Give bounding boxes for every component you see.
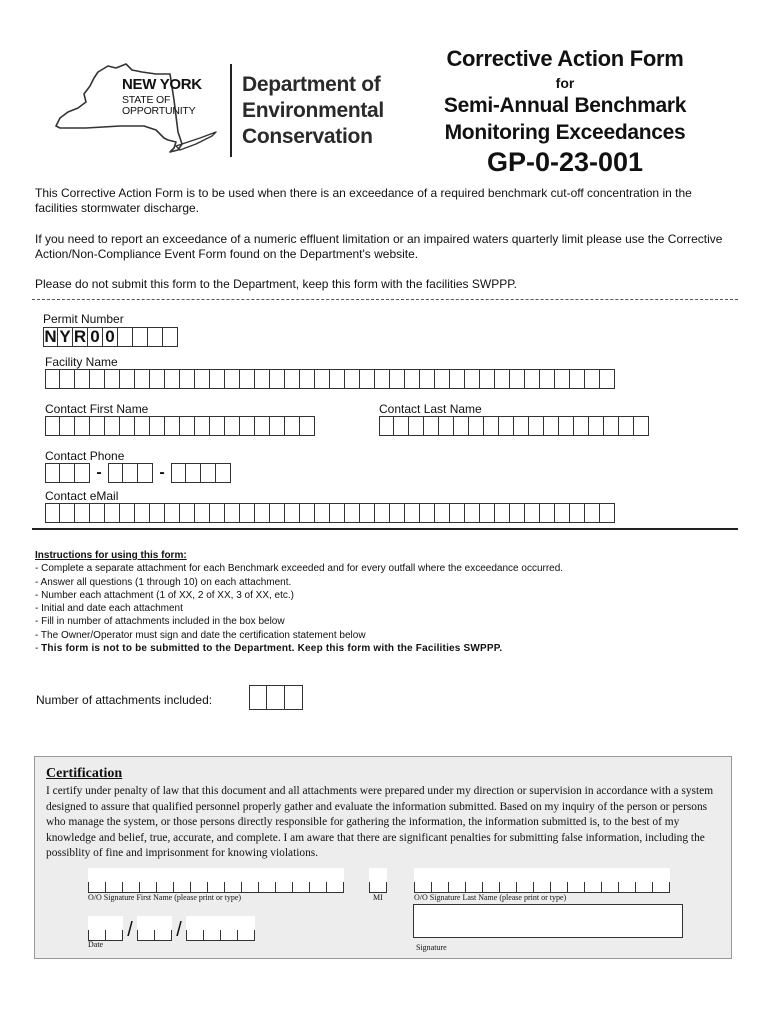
char-tick	[618, 882, 635, 892]
phone-line-number[interactable]	[171, 463, 231, 483]
char-box[interactable]	[180, 416, 195, 436]
char-box[interactable]	[135, 503, 150, 523]
char-box[interactable]	[439, 416, 454, 436]
permit-char: R	[73, 327, 87, 346]
char-tick	[88, 882, 105, 892]
char-box[interactable]	[405, 503, 420, 523]
char-box[interactable]	[180, 369, 195, 389]
signature-date-label: Date	[88, 940, 104, 949]
char-box[interactable]	[150, 369, 165, 389]
char-box[interactable]	[529, 416, 544, 436]
char-tick	[241, 882, 258, 892]
char-box[interactable]	[255, 416, 270, 436]
char-box[interactable]	[450, 503, 465, 523]
char-box[interactable]	[60, 503, 75, 523]
instructions-title: Instructions for using this form:	[35, 550, 187, 561]
ny-logo-subtitle: STATE OF OPPORTUNITY	[122, 94, 196, 117]
char-tick	[105, 930, 122, 940]
char-box[interactable]	[559, 416, 574, 436]
char-tick	[258, 882, 275, 892]
date-day[interactable]	[137, 916, 172, 941]
char-box[interactable]	[210, 503, 225, 523]
char-box[interactable]	[120, 369, 135, 389]
instruction-item: - Complete a separate attachment for each Benchmark exceeded and for every outfall where the exceedance occurred.	[35, 563, 564, 575]
char-tick	[88, 930, 105, 940]
char-box[interactable]	[225, 416, 240, 436]
char-box[interactable]	[570, 503, 585, 523]
char-box[interactable]	[180, 503, 195, 523]
permit-box[interactable]	[118, 327, 133, 347]
char-box[interactable]	[555, 503, 570, 523]
ny-logo-title: NEW YORK	[122, 76, 202, 93]
phone-separator: -	[96, 464, 102, 481]
char-box[interactable]	[60, 463, 75, 483]
char-box[interactable]	[525, 503, 540, 523]
char-box[interactable]	[45, 463, 60, 483]
char-box[interactable]	[225, 503, 240, 523]
char-box[interactable]	[589, 416, 604, 436]
char-tick	[105, 882, 122, 892]
contact-phone-label: Contact Phone	[45, 449, 125, 463]
instructions	[35, 549, 735, 655]
char-box[interactable]	[90, 416, 105, 436]
char-box[interactable]	[240, 369, 255, 389]
char-box[interactable]	[240, 416, 255, 436]
char-box[interactable]	[394, 416, 409, 436]
facility-name-field[interactable]	[45, 369, 615, 389]
form-title-for: for	[555, 75, 575, 91]
char-box[interactable]	[195, 369, 210, 389]
char-box[interactable]	[300, 369, 315, 389]
form-subtitle: Semi-Annual Benchmark Monitoring Exceedances	[443, 94, 687, 144]
char-tick	[448, 882, 465, 892]
char-box[interactable]	[123, 463, 138, 483]
char-tick	[154, 930, 171, 940]
char-box[interactable]	[540, 369, 555, 389]
char-box[interactable]	[240, 503, 255, 523]
char-tick	[156, 882, 173, 892]
char-box[interactable]	[270, 369, 285, 389]
char-tick	[254, 930, 255, 940]
contact-first-name-field[interactable]	[45, 416, 315, 436]
char-box[interactable]	[375, 369, 390, 389]
char-box[interactable]	[75, 416, 90, 436]
char-box[interactable]	[171, 463, 186, 483]
char-box[interactable]	[105, 416, 120, 436]
char-box[interactable]	[201, 463, 216, 483]
char-tick	[584, 882, 601, 892]
char-tick	[137, 930, 154, 940]
char-box[interactable]	[165, 369, 180, 389]
signature-mi-label: MI	[373, 893, 383, 902]
char-box[interactable]	[135, 369, 150, 389]
char-box[interactable]	[405, 369, 420, 389]
char-box[interactable]	[510, 503, 525, 523]
char-box[interactable]	[216, 463, 231, 483]
char-box[interactable]	[360, 369, 375, 389]
char-tick	[275, 882, 292, 892]
char-box[interactable]	[420, 369, 435, 389]
char-box[interactable]	[225, 369, 240, 389]
char-box[interactable]	[150, 416, 165, 436]
date-year[interactable]	[186, 916, 255, 941]
intro-paragraph-1: This Corrective Action Form is to be used when there is an exceedance of a required benchmark cut-off concentration in the facilities stormwater discharge.	[35, 186, 692, 215]
char-box[interactable]	[195, 503, 210, 523]
char-box[interactable]	[210, 369, 225, 389]
char-box[interactable]	[604, 416, 619, 436]
char-box[interactable]	[330, 503, 345, 523]
certification-statement: I certify under penalty of law that this document and all attachments were prepared under my direction or supervision in accordance with a system designed to assure that qualified personnel properly gather and evaluate the information submitted. Based on my inquiry of the person or persons who manage the system, or those persons directly responsible for gathering the information, the information submitted is, to the best of my knowledge and belief, true, accurate, and complete. I am aware that there are significant penalties for submitting false information, including the possiblity of fine and imprisonment for knowing violations.	[46, 785, 714, 860]
signature-mi-field[interactable]	[369, 868, 387, 893]
permit-box[interactable]	[163, 327, 178, 347]
char-box[interactable]	[270, 503, 285, 523]
char-box[interactable]	[409, 416, 424, 436]
char-box[interactable]	[465, 369, 480, 389]
char-box[interactable]	[300, 503, 315, 523]
char-box[interactable]	[186, 463, 201, 483]
char-box[interactable]	[585, 369, 600, 389]
signature-first-name-field[interactable]	[88, 868, 344, 893]
phone-area-code[interactable]	[45, 463, 90, 483]
char-box[interactable]	[105, 503, 120, 523]
char-box[interactable]	[345, 503, 360, 523]
char-tick	[343, 882, 344, 892]
instruction-item: - Answer all questions (1 through 10) on each attachment.	[35, 576, 292, 588]
char-tick	[309, 882, 326, 892]
char-box[interactable]	[454, 416, 469, 436]
logo-divider	[230, 64, 232, 157]
char-tick	[567, 882, 584, 892]
char-box[interactable]	[330, 369, 345, 389]
char-box[interactable]	[45, 416, 60, 436]
char-tick	[173, 882, 190, 892]
char-tick	[369, 882, 386, 892]
char-box[interactable]	[210, 416, 225, 436]
char-box[interactable]	[499, 416, 514, 436]
char-box[interactable]	[435, 369, 450, 389]
instruction-item: - The Owner/Operator must sign and date the certification statement below	[35, 629, 366, 641]
char-tick	[203, 930, 220, 940]
char-tick	[414, 882, 431, 892]
char-box[interactable]	[315, 369, 330, 389]
char-tick	[186, 930, 203, 940]
char-box[interactable]	[285, 416, 300, 436]
signature-last-name-label: O/O Signature Last Name (please print or type)	[414, 893, 567, 902]
char-box[interactable]	[514, 416, 529, 436]
char-box[interactable]	[360, 503, 375, 523]
char-box[interactable]	[600, 503, 615, 523]
char-box[interactable]	[267, 685, 285, 710]
char-box[interactable]	[424, 416, 439, 436]
form-title: Corrective Action Form	[446, 46, 684, 71]
char-box[interactable]	[255, 369, 270, 389]
char-box[interactable]	[90, 503, 105, 523]
char-box[interactable]	[540, 503, 555, 523]
char-box[interactable]	[619, 416, 634, 436]
char-box[interactable]	[469, 416, 484, 436]
contact-last-name-field[interactable]	[379, 416, 649, 436]
intro-paragraph-3: Please do not submit this form to the Department, keep this form with the facilities SWPPP.	[35, 277, 517, 291]
permit-char: Y	[58, 327, 73, 347]
char-box[interactable]	[544, 416, 559, 436]
instruction-item: - Fill in number of attachments included in the box below	[35, 616, 285, 628]
char-tick	[190, 882, 207, 892]
char-tick	[465, 882, 482, 892]
char-box[interactable]	[138, 463, 153, 483]
char-tick	[499, 882, 516, 892]
instruction-item-final: - This form is not to be submitted to the Department. Keep this form with the Facilities SWPPP.	[35, 643, 503, 655]
char-tick	[516, 882, 533, 892]
section-divider	[32, 299, 738, 300]
char-box[interactable]	[255, 503, 270, 523]
char-box[interactable]	[300, 416, 315, 436]
char-tick	[652, 882, 669, 892]
char-tick	[139, 882, 156, 892]
dec-logo-name: Department of Environmental Conservation	[242, 73, 384, 148]
char-box[interactable]	[285, 685, 303, 710]
certification-title: Certification	[46, 766, 123, 781]
char-box[interactable]	[435, 503, 450, 523]
char-box[interactable]	[574, 416, 589, 436]
instruction-item: - Initial and date each attachment	[35, 603, 183, 615]
phone-prefix[interactable]	[108, 463, 153, 483]
char-box[interactable]	[555, 369, 570, 389]
char-box[interactable]	[465, 503, 480, 523]
char-tick	[224, 882, 241, 892]
char-box[interactable]	[484, 416, 499, 436]
permit-code: GP-0-23-001	[486, 147, 644, 177]
permit-number-label: Permit Number	[43, 312, 124, 326]
char-box[interactable]	[285, 503, 300, 523]
char-box[interactable]	[165, 503, 180, 523]
char-tick	[326, 882, 343, 892]
char-box[interactable]	[108, 463, 123, 483]
char-box[interactable]	[105, 369, 120, 389]
char-box[interactable]	[120, 416, 135, 436]
char-box[interactable]	[249, 685, 267, 710]
attachments-count-field[interactable]	[249, 685, 303, 710]
date-month[interactable]	[88, 916, 123, 941]
contact-email-field[interactable]	[45, 503, 615, 523]
char-box[interactable]	[315, 503, 330, 523]
char-tick	[292, 882, 309, 892]
char-box[interactable]	[195, 416, 210, 436]
signature-last-name-field[interactable]	[414, 868, 670, 893]
char-box[interactable]	[120, 503, 135, 523]
char-box[interactable]	[450, 369, 465, 389]
contact-email-label: Contact eMail	[45, 489, 119, 503]
char-tick	[635, 882, 652, 892]
date-separator: /	[176, 919, 182, 941]
signature-label: Signature	[416, 943, 447, 952]
char-tick	[237, 930, 254, 940]
char-box[interactable]	[345, 369, 360, 389]
char-box[interactable]	[379, 416, 394, 436]
char-box[interactable]	[585, 503, 600, 523]
signature-box[interactable]	[413, 904, 683, 938]
char-box[interactable]	[60, 369, 75, 389]
char-box[interactable]	[510, 369, 525, 389]
char-box[interactable]	[45, 503, 60, 523]
permit-number-field[interactable]	[43, 327, 178, 347]
signature-first-name-label: O/O Signature First Name (please print or type)	[88, 893, 242, 902]
permit-char: 0	[88, 327, 103, 347]
char-tick	[550, 882, 567, 892]
char-box[interactable]	[390, 503, 405, 523]
char-tick	[207, 882, 224, 892]
contact-phone-field[interactable]	[45, 463, 231, 483]
permit-char: N	[44, 327, 57, 346]
char-box[interactable]	[75, 503, 90, 523]
char-tick	[482, 882, 499, 892]
permit-char: 0	[103, 327, 118, 347]
char-box[interactable]	[135, 416, 150, 436]
char-box[interactable]	[270, 416, 285, 436]
attachments-label: Number of attachments included:	[36, 693, 213, 707]
intro-paragraph-2: If you need to report an exceedance of a numeric effluent limitation or an impaired waters quarterly limit please use the Corrective Action/Non-Compliance Event Form found on the Department's website.	[35, 232, 723, 261]
char-box[interactable]	[525, 369, 540, 389]
char-box[interactable]	[495, 503, 510, 523]
char-box[interactable]	[90, 369, 105, 389]
permit-box[interactable]	[148, 327, 163, 347]
char-tick	[431, 882, 448, 892]
char-tick	[220, 930, 237, 940]
signature-date-field[interactable]	[88, 916, 255, 941]
char-tick	[386, 882, 387, 892]
char-tick	[601, 882, 618, 892]
char-box[interactable]	[495, 369, 510, 389]
char-box[interactable]	[285, 369, 300, 389]
char-box[interactable]	[60, 416, 75, 436]
char-box[interactable]	[390, 369, 405, 389]
char-box[interactable]	[420, 503, 435, 523]
char-box[interactable]	[570, 369, 585, 389]
char-box[interactable]	[480, 503, 495, 523]
char-box[interactable]	[480, 369, 495, 389]
char-box[interactable]	[75, 369, 90, 389]
instruction-item: - Number each attachment (1 of XX, 2 of XX, 3 of XX, etc.)	[35, 589, 295, 601]
char-box[interactable]	[634, 416, 649, 436]
phone-separator: -	[159, 464, 165, 481]
contact-first-name-label: Contact First Name	[45, 402, 149, 416]
char-box[interactable]	[375, 503, 390, 523]
date-separator: /	[127, 919, 133, 941]
char-box[interactable]	[600, 369, 615, 389]
section-divider	[32, 528, 738, 530]
char-tick	[533, 882, 550, 892]
char-box[interactable]	[75, 463, 90, 483]
char-box[interactable]	[150, 503, 165, 523]
contact-last-name-label: Contact Last Name	[379, 402, 482, 416]
facility-name-label: Facility Name	[45, 355, 118, 369]
char-box[interactable]	[45, 369, 60, 389]
char-tick	[122, 882, 139, 892]
char-box[interactable]	[165, 416, 180, 436]
permit-box[interactable]	[133, 327, 148, 347]
char-tick	[669, 882, 670, 892]
